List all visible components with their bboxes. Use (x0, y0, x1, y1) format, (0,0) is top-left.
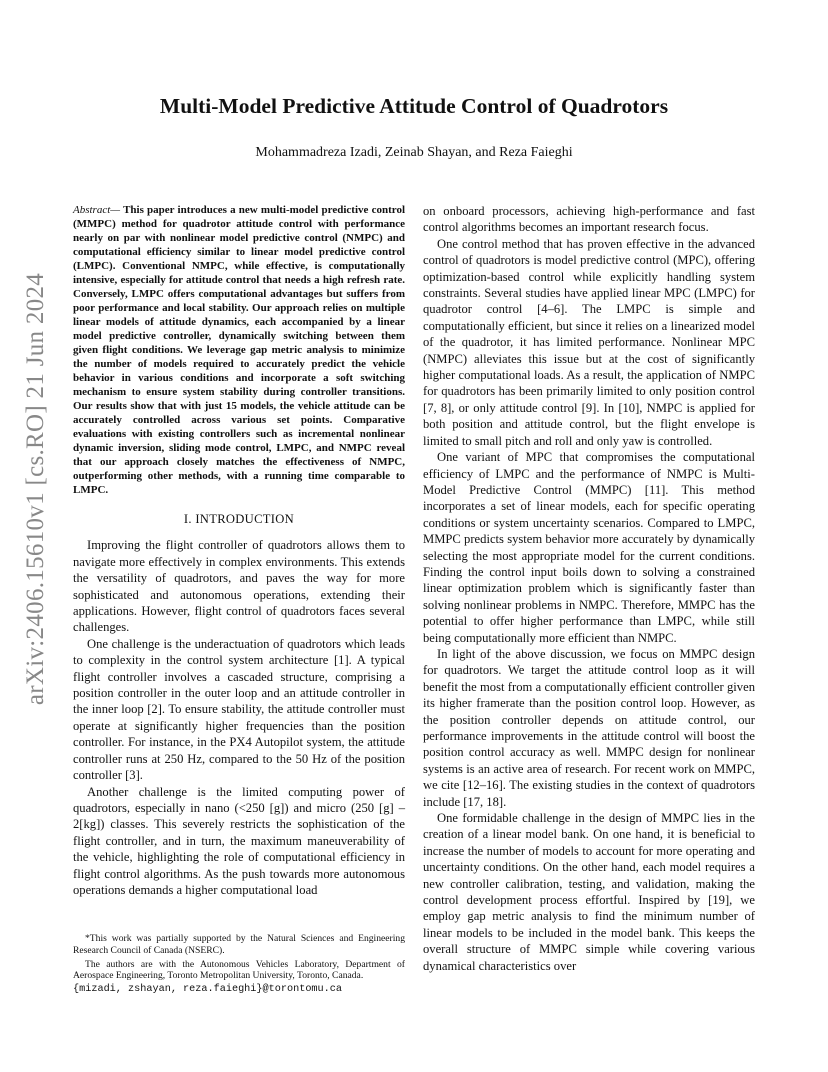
footnote-affiliation: The authors are with the Autonomous Vehicles Laboratory, Department of Aerospace Engineering, Toronto Metropolitan University, Toronto, Canada. (73, 958, 405, 982)
footnote-funding: *This work was partially supported by the Natural Sciences and Engineering Research Council of Canada (NSERC). (73, 933, 405, 956)
abstract-text: This paper introduces a new multi-model predictive control (MMPC) method for quadrotor attitude control with performance nearly on par with nonlinear model predictive control (NMPC) and computational efficiency similar to linear model predictive control (LMPC). Conventional NMPC, while effective, is computationally intensive, especially for attitude control that needs a high refresh rate. Conversely, LMPC offers computational advantages but suffers from poor performance and local stability. Our approach relies on multiple linear models of attitude dynamics, each accompanied by a linear model predictive controller, dynamically switching between them given flight conditions. We leverage gap metric analysis to minimize the number of models required to accurately predict the vehicle behavior in various conditions and incorporate a soft switching mechanism to ensure system stability during controller transitions. Our results show that with just 15 models, the vehicle attitude can be accurately controlled across various set points. Comparative evaluations with existing controllers such as incremental nonlinear dynamic inversion, sliding mode control, LMPC, and NMPC reveal that our approach closely matches the effectiveness of NMPC, outperforming other methods, with a running time comparable to LMPC. (73, 204, 405, 496)
abstract (73, 203, 405, 497)
intro-paragraph: One challenge is the underactuation of quadrotors which leads to complexity in the control system architecture [1]. A typical flight controller involves a cascaded structure, comprising a position controller in the outer loop and an attitude controller in the inner loop [2]. To ensure stability, the attitude controller must operate at significantly higher frequencies than the position controller. For instance, in the PX4 Autopilot system, the attitude controller runs at 250 Hz, compared to the 50 Hz of the position controller [3]. (73, 636, 405, 783)
arxiv-identifier: arXiv:2406.15610v1 [cs.RO] 21 Jun 2024 (22, 272, 49, 706)
abstract-lead: Abstract— (73, 204, 121, 216)
footnotes (73, 933, 405, 998)
intro-paragraph: Improving the flight controller of quadrotors allows them to navigate more effectively in complex environments. This extends the versatility of quadrotors, and paves the way for more sophisticated and autonomous operations, extending their applications. However, flight control of quadrotors faces several challenges. (73, 538, 405, 635)
paper-authors: Mohammadreza Izadi, Zeinab Shayan, and Reza Faieghi (255, 145, 573, 160)
body-paragraph: on onboard processors, achieving high-performance and fast control algorithms becomes an important research focus. (423, 204, 755, 235)
author-emails: {mizadi, zshayan, reza.faieghi}@torontomu.ca (73, 984, 342, 996)
paper-title: Multi-Model Predictive Attitude Control of Quadrotors (159, 94, 669, 118)
body-paragraph: In light of the above discussion, we focus on MMPC design for quadrotors. We target the attitude control loop as it will benefit the most from a computationally efficient controller given its higher framerate than the position control loop. However, as the position controller depends on attitude control, our performance improvements in the attitude control will boost the position control accuracy as well. MMPC design for nonlinear systems is an active area of research. For recent work on MMPC, we cite [12–16]. The existing studies in the context of quadrotors include [17, 18]. (423, 646, 755, 809)
body-paragraph: One control method that has proven effective in the advanced control of quadrotors is model predictive control (MPC), offering optimization-based control while explicitly handling system constraints. Several studies have applied linear MPC (LMPC) for quadrotor control [4–6]. The LMPC is simple and computationally efficient, but since it relies on a linearized model of the quadrotor, it has limited performance. Nonlinear MPC (NMPC) alleviates this issue but at the cost of significantly higher computational loads. As a result, the application of NMPC for quadrotors has been primarily limited to only position control [7, 8], or only attitude control [9]. In [10], NMPC is applied for both position and attitude control, but the flight envelope is limited to small pitch and roll and only yaw is controlled. (423, 236, 755, 448)
body-paragraph: One variant of MPC that compromises the computational efficiency of LMPC and the performance of NMPC is Multi-Model Predictive Control (MMPC) [11]. This method incorporates a set of linear models, each for specific operating conditions or system uncertainty scenarios. Compared to LMPC, MMPC predicts system behavior more accurately by dynamically selecting the most appropriate model for the current conditions. Finding the control input boils down to solving a constrained linear optimization problem which is significantly faster than solving nonlinear problems in NMPC. Therefore, MMPC has the potential to offer higher performance than LMPC, while still being computationally more efficient than NMPC. (423, 450, 755, 645)
body-paragraph: One formidable challenge in the design of MMPC lies in the creation of a linear model bank. On one hand, it is beneficial to increase the number of models to account for more operating and uncertainty conditions. On the other hand, each model requires a new controller calibration, testing, and validation, making the control development process effortful. Inspired by [19], we employ gap metric analysis to find the minimum number of linear models to be included in the model bank. This keeps the overall structure of MMPC simple while covering various dynamical characteristics over (423, 811, 755, 973)
section-heading-introduction: I. INTRODUCTION (183, 512, 295, 526)
intro-paragraph: Another challenge is the limited computing power of quadrotors, especially in nano (<250 [g]) and micro (250 [g] – 2[kg]) classes. This severely restricts the sophistication of the flight controller, and in turn, the maximum maneuverability of the vehicle, highlighting the role of computational efficiency in flight control algorithms. As the push towards more autonomous operations demands a higher computational load (73, 784, 405, 897)
left-column (73, 203, 405, 898)
right-column (423, 203, 755, 974)
